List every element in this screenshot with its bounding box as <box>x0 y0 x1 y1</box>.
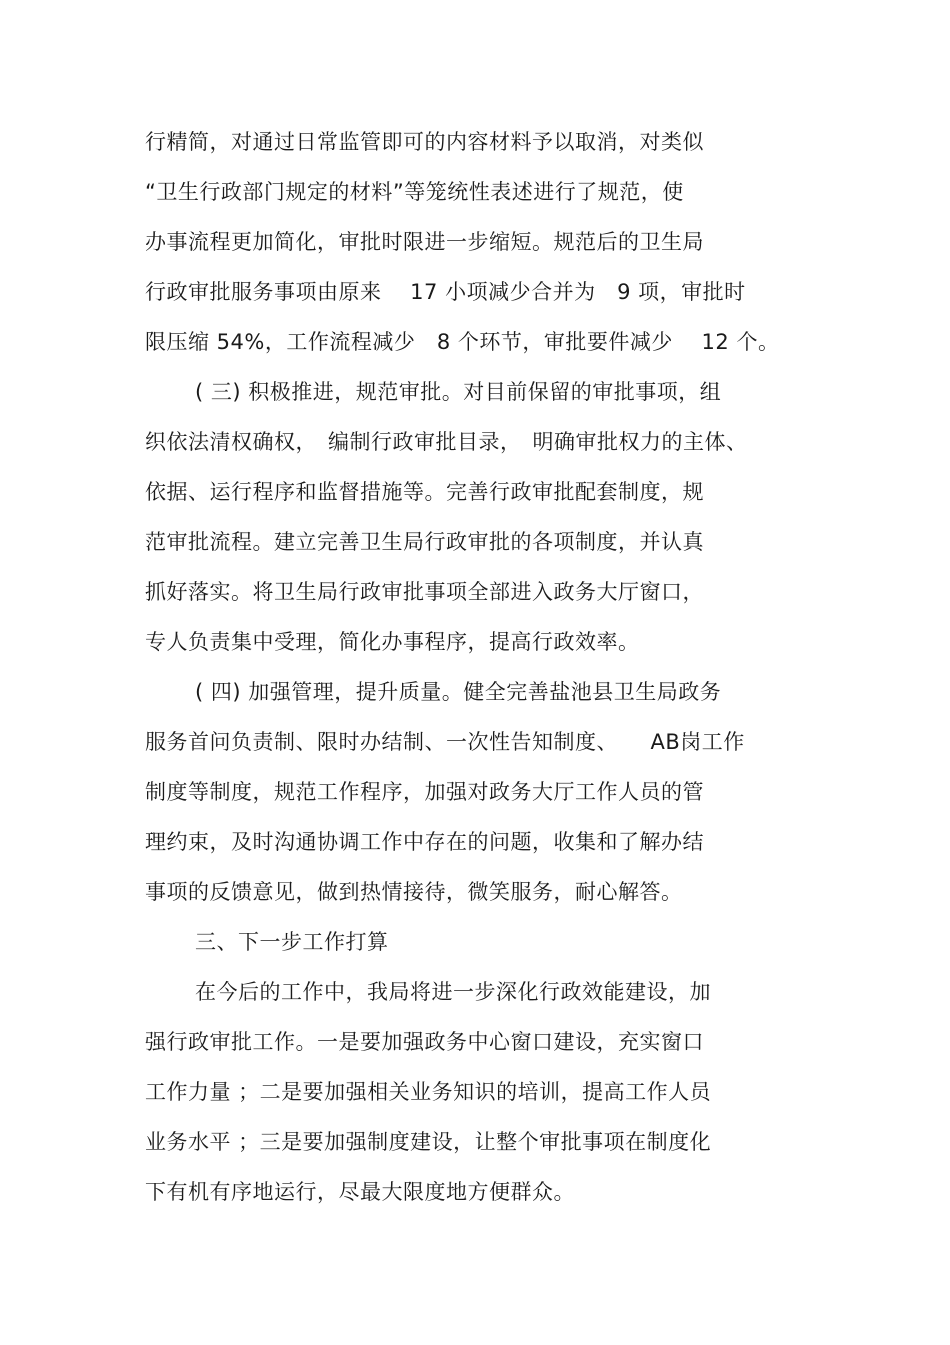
text-line: 服务首问负责制、限时办结制、一次性告知制度、 AB岗工作 <box>145 730 745 754</box>
text-line: 行精简，对通过日常监管即可的内容材料予以取消，对类似 <box>145 130 704 154</box>
text-line: 依据、运行程序和监督措施等。完善行政审批配套制度，规 <box>145 480 704 504</box>
text-line: 专人负责集中受理，简化办事程序，提高行政效率。 <box>145 630 640 654</box>
text-line: 下有机有序地运行，尽最大限度地方便群众。 <box>145 1180 575 1204</box>
text-line: 抓好落实。将卫生局行政审批事项全部进入政务大厅窗口， <box>145 580 704 604</box>
text-line: “卫生行政部门规定的材料”等笼统性表述进行了规范，使 <box>145 180 684 204</box>
text-line: 行政审批服务事项由原来 17 小项减少合并为 9 项，审批时 <box>145 280 746 304</box>
text-line: 在今后的工作中，我局将进一步深化行政效能建设，加 <box>195 980 711 1004</box>
text-line: 限压缩 54%，工作流程减少 8 个环节，审批要件减少 12 个。 <box>145 330 780 354</box>
text-line: 理约束，及时沟通协调工作中存在的问题，收集和了解办结 <box>145 830 704 854</box>
text-line: 业务水平 ；三是要加强制度建设，让整个审批事项在制度化 <box>145 1130 712 1154</box>
text-line: 制度等制度，规范工作程序，加强对政务大厅工作人员的管 <box>145 780 704 804</box>
text-line: 织依法清权确权， 编制行政审批目录， 明确审批权力的主体、 <box>145 430 748 454</box>
section-heading-line: ( 四) 加强管理，提升质量。健全完善盐池县卫生局政务 <box>195 680 722 704</box>
section-title: 三、下一步工作打算 <box>195 930 389 954</box>
text-line: 工作力量 ；二是要加强相关业务知识的培训，提高工作人员 <box>145 1080 712 1104</box>
section-heading-line: ( 三) 积极推进，规范审批。对目前保留的审批事项，组 <box>195 380 722 404</box>
text-line: 事项的反馈意见，做到热情接待，微笑服务，耐心解答。 <box>145 880 683 904</box>
text-line: 强行政审批工作。一是要加强政务中心窗口建设，充实窗口 <box>145 1030 704 1054</box>
text-line: 范审批流程。建立完善卫生局行政审批的各项制度，并认真 <box>145 530 704 554</box>
text-line: 办事流程更加简化，审批时限进一步缩短。规范后的卫生局 <box>145 230 704 254</box>
